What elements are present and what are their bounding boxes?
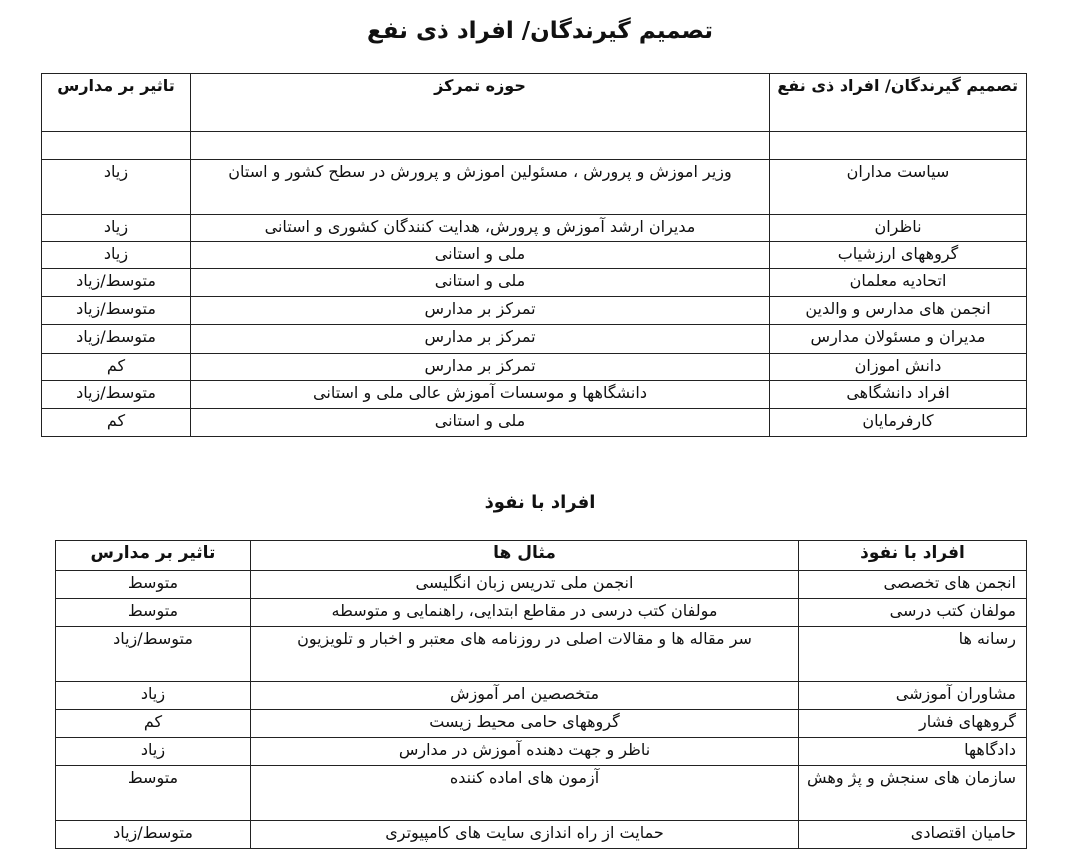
table-cell: حامیان اقتصادی bbox=[799, 821, 1027, 849]
table-cell: متوسط bbox=[56, 766, 251, 821]
table-cell: زیاد bbox=[56, 682, 251, 710]
table-cell: گروههای ارزشیاب bbox=[770, 242, 1027, 269]
table-row bbox=[42, 160, 1027, 215]
table-cell bbox=[191, 132, 770, 160]
table-header-row bbox=[42, 74, 1027, 132]
section2-title: افراد با نفوذ bbox=[484, 492, 596, 513]
table-cell: انجمن های تخصصی bbox=[799, 571, 1027, 599]
table-cell: ملی و استانی bbox=[191, 269, 770, 297]
table-row bbox=[42, 215, 1027, 242]
table-cell: مدیران و مسئولان مدارس bbox=[770, 325, 1027, 354]
table-cell: افراد دانشگاهی bbox=[770, 381, 1027, 409]
table-cell: زیاد bbox=[42, 215, 191, 242]
table-row bbox=[56, 571, 1027, 599]
table-cell: زیاد bbox=[42, 242, 191, 269]
table-cell: کم bbox=[42, 354, 191, 381]
table-cell: رسانه ها bbox=[799, 627, 1027, 682]
table-row bbox=[56, 682, 1027, 710]
column-header-examples: مثال ها bbox=[251, 541, 799, 571]
table-cell: مولفان کتب درسی در مقاطع ابتدایی، راهنمایی و متوسطه bbox=[251, 599, 799, 627]
table-cell: کم bbox=[42, 409, 191, 437]
table-cell: وزیر اموزش و پرورش ، مسئولین اموزش و پرورش در سطح کشور و استان bbox=[191, 160, 770, 215]
table-cell: زیاد bbox=[42, 160, 191, 215]
table-cell: متوسط/زیاد bbox=[42, 269, 191, 297]
table-row bbox=[42, 381, 1027, 409]
table-cell bbox=[42, 132, 191, 160]
table-cell: انجمن های مدارس و والدین bbox=[770, 297, 1027, 325]
table-cell bbox=[770, 132, 1027, 160]
table-cell: متوسط/زیاد bbox=[42, 297, 191, 325]
column-header-school-impact: تاثیر بر مدارس bbox=[42, 74, 191, 132]
table-cell: ناظر و جهت دهنده آموزش در مدارس bbox=[251, 738, 799, 766]
table-row bbox=[42, 409, 1027, 437]
table-row bbox=[56, 599, 1027, 627]
table-cell: تمرکز بر مدارس bbox=[191, 325, 770, 354]
table-cell: سیاست مداران bbox=[770, 160, 1027, 215]
table-row bbox=[56, 821, 1027, 849]
table-cell: مشاوران آموزشی bbox=[799, 682, 1027, 710]
table-cell: کم bbox=[56, 710, 251, 738]
table-cell: دانش اموزان bbox=[770, 354, 1027, 381]
table-row bbox=[56, 766, 1027, 821]
table-header-row bbox=[56, 541, 1027, 571]
table-row bbox=[42, 269, 1027, 297]
table-row bbox=[42, 354, 1027, 381]
table-cell: سازمان های سنجش و پژ وهش bbox=[799, 766, 1027, 821]
table-cell: دادگاهها bbox=[799, 738, 1027, 766]
table-cell: گروههای فشار bbox=[799, 710, 1027, 738]
table-cell: متوسط bbox=[56, 571, 251, 599]
column-header-focus-area: حوزه تمرکز bbox=[191, 74, 770, 132]
table-cell: تمرکز بر مدارس bbox=[191, 354, 770, 381]
table-cell: آزمون های اماده کننده bbox=[251, 766, 799, 821]
table-cell: متوسط/زیاد bbox=[56, 821, 251, 849]
table-cell: انجمن ملی تدریس زبان انگلیسی bbox=[251, 571, 799, 599]
table-cell: متوسط/زیاد bbox=[42, 325, 191, 354]
stakeholders-table bbox=[41, 73, 1027, 437]
table-cell: تمرکز بر مدارس bbox=[191, 297, 770, 325]
table-cell: متخصصین امر آموزش bbox=[251, 682, 799, 710]
table-cell: مدیران ارشد آموزش و پرورش، هدایت کنندگان کشوری و استانی bbox=[191, 215, 770, 242]
influencers-table bbox=[55, 540, 1027, 849]
table-row bbox=[42, 242, 1027, 269]
section1-title: تصمیم گیرندگان/ افراد ذی نفع bbox=[367, 18, 713, 44]
column-header-influencers: افراد با نفوذ bbox=[799, 541, 1027, 571]
table-cell: مولفان کتب درسی bbox=[799, 599, 1027, 627]
table-cell: متوسط bbox=[56, 599, 251, 627]
table-row bbox=[56, 627, 1027, 682]
table-cell: دانشگاهها و موسسات آموزش عالی ملی و استانی bbox=[191, 381, 770, 409]
table-cell: سر مقاله ها و مقالات اصلی در روزنامه های معتبر و اخبار و تلویزیون bbox=[251, 627, 799, 682]
table-cell: زیاد bbox=[56, 738, 251, 766]
table-cell: گروههای حامی محیط زیست bbox=[251, 710, 799, 738]
table-cell: اتحادیه معلمان bbox=[770, 269, 1027, 297]
table-cell: متوسط/زیاد bbox=[56, 627, 251, 682]
table-row bbox=[56, 738, 1027, 766]
table-row bbox=[42, 325, 1027, 354]
column-header-stakeholders: تصمیم گیرندگان/ افراد ذی نفع bbox=[770, 74, 1027, 132]
table-row bbox=[42, 297, 1027, 325]
table-row bbox=[42, 132, 1027, 160]
table-cell: متوسط/زیاد bbox=[42, 381, 191, 409]
table-cell: ملی و استانی bbox=[191, 409, 770, 437]
table-row bbox=[56, 710, 1027, 738]
column-header-school-impact: تاثیر بر مدارس bbox=[56, 541, 251, 571]
table-cell: ناظران bbox=[770, 215, 1027, 242]
table-cell: ملی و استانی bbox=[191, 242, 770, 269]
table-cell: کارفرمایان bbox=[770, 409, 1027, 437]
table-cell: حمایت از راه اندازی سایت های کامپیوتری bbox=[251, 821, 799, 849]
